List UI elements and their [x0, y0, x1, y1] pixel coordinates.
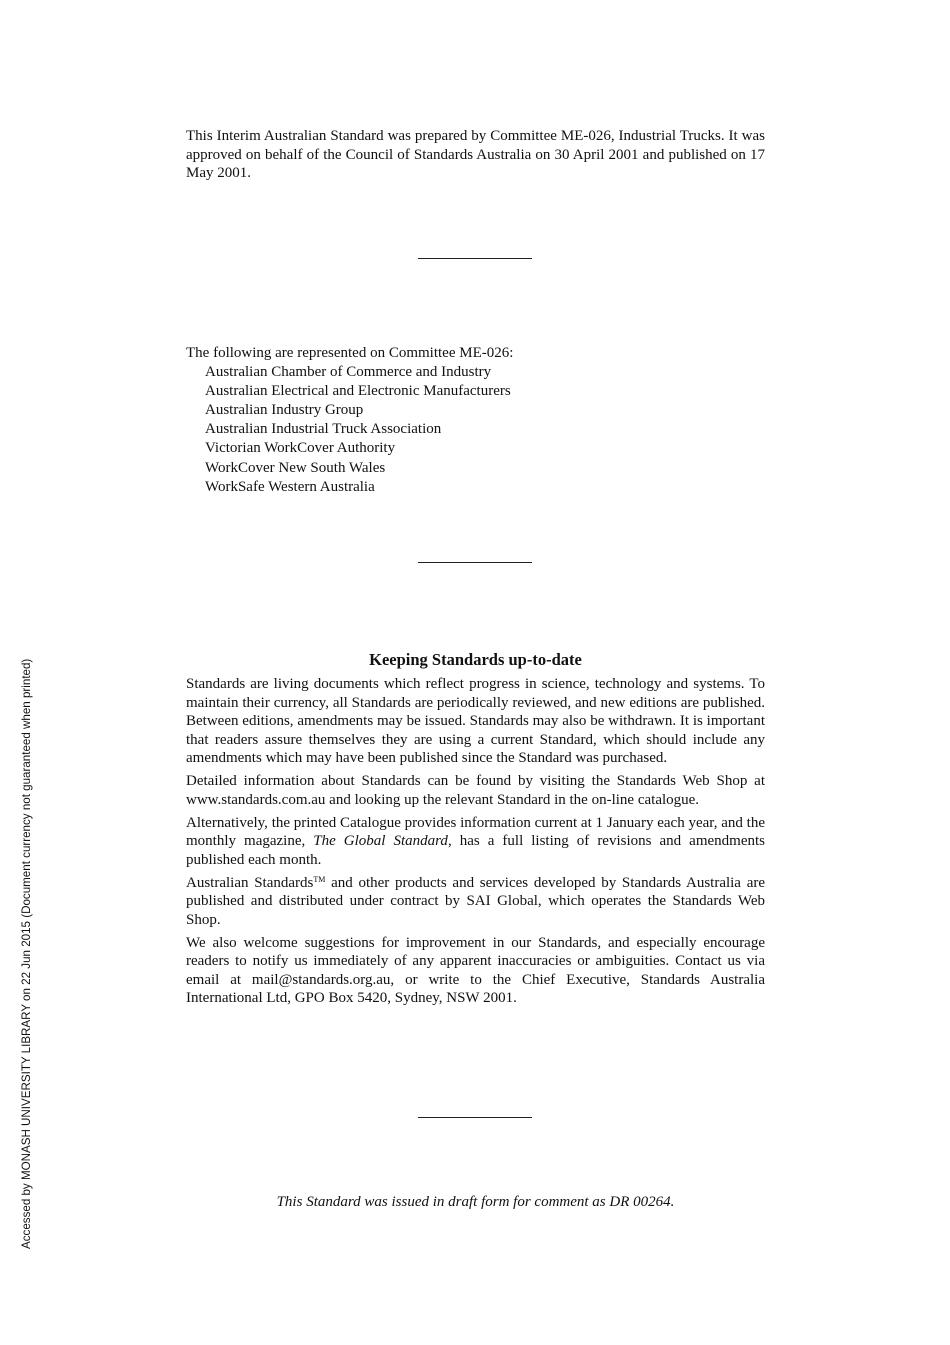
separator-rule — [418, 562, 532, 563]
magazine-title: The Global Standard — [313, 833, 448, 849]
draft-note: This Standard was issued in draft form for comment as DR 00264. — [276, 1194, 675, 1210]
committee-block — [186, 344, 765, 497]
keeping-standards-section — [186, 650, 765, 1012]
catalogue-text: Alternatively, the printed Catalogue provides information current at 1 January each year, and the monthly magazine, — [186, 814, 765, 849]
catalogue-text-end: , has a full listing of revisions and amendments published each month. — [186, 833, 765, 868]
intro-paragraph: This Interim Australian Standard was prepared by Committee ME-026, Industrial Trucks. It was approved on behalf of the Council of Standards Australia on 30 April 2001 and published on 17 May 2001. — [186, 128, 765, 181]
paragraph-suggestions: We also welcome suggestions for improvement in our Standards, and especially encourage readers to notify us immediately of any apparent inaccuracies or ambiguities. Contact us via email at mail@standards.org.au, or write to the Chief Executive, Standards Australia International Ltd, GPO Box 5420, Sydney, NSW 2001. — [186, 934, 765, 1006]
committee-member: WorkSafe Western Australia — [205, 478, 375, 495]
paragraph-web-shop: Detailed information about Standards can be found by visiting the Standards Web Shop at www.standards.com.au and looking up the relevant Standard in the on-line catalogue. — [186, 773, 765, 808]
committee-member: Victorian WorkCover Authority — [205, 440, 396, 457]
trademark-mark: TM — [313, 874, 326, 884]
paragraph-living-documents: Standards are living documents which reflect progress in science, technology and systems. To maintain their currency, all Standards are periodically reviewed, and new editions are published. Between editions, amendments may be issued. Standards may also be withdrawn. It is important that readers assure themselves they are using a current Standard, which should include any amendments which may have been published since the Standard was purchased. — [186, 676, 765, 766]
paragraph-catalogue — [186, 814, 765, 870]
committee-member: Australian Industry Group — [205, 402, 364, 419]
committee-member: Australian Chamber of Commerce and Industry — [205, 364, 492, 381]
paragraph-sai-global — [186, 874, 765, 930]
committee-member: Australian Industrial Truck Association — [205, 421, 442, 438]
access-watermark: Accessed by MONASH UNIVERSITY LIBRARY on 22 Jun 2015 (Document currency not guaranteed when printed) — [20, 658, 33, 1249]
committee-member-list — [186, 363, 765, 497]
committee-member: WorkCover New South Wales — [205, 459, 386, 476]
sai-global-text: and other products and services developed by Standards Australia are published and distributed under contract by SAI Global, which operates the Standards Web Shop. — [186, 874, 766, 928]
separator-rule — [418, 1117, 532, 1118]
trademark-text: Australian Standards — [186, 874, 314, 891]
committee-heading: The following are represented on Committee ME-026: — [186, 345, 514, 361]
separator-rule — [418, 258, 532, 259]
intro-block — [186, 127, 765, 183]
section-title: Keeping Standards up-to-date — [369, 650, 582, 669]
committee-member: Australian Electrical and Electronic Manufacturers — [205, 383, 511, 400]
